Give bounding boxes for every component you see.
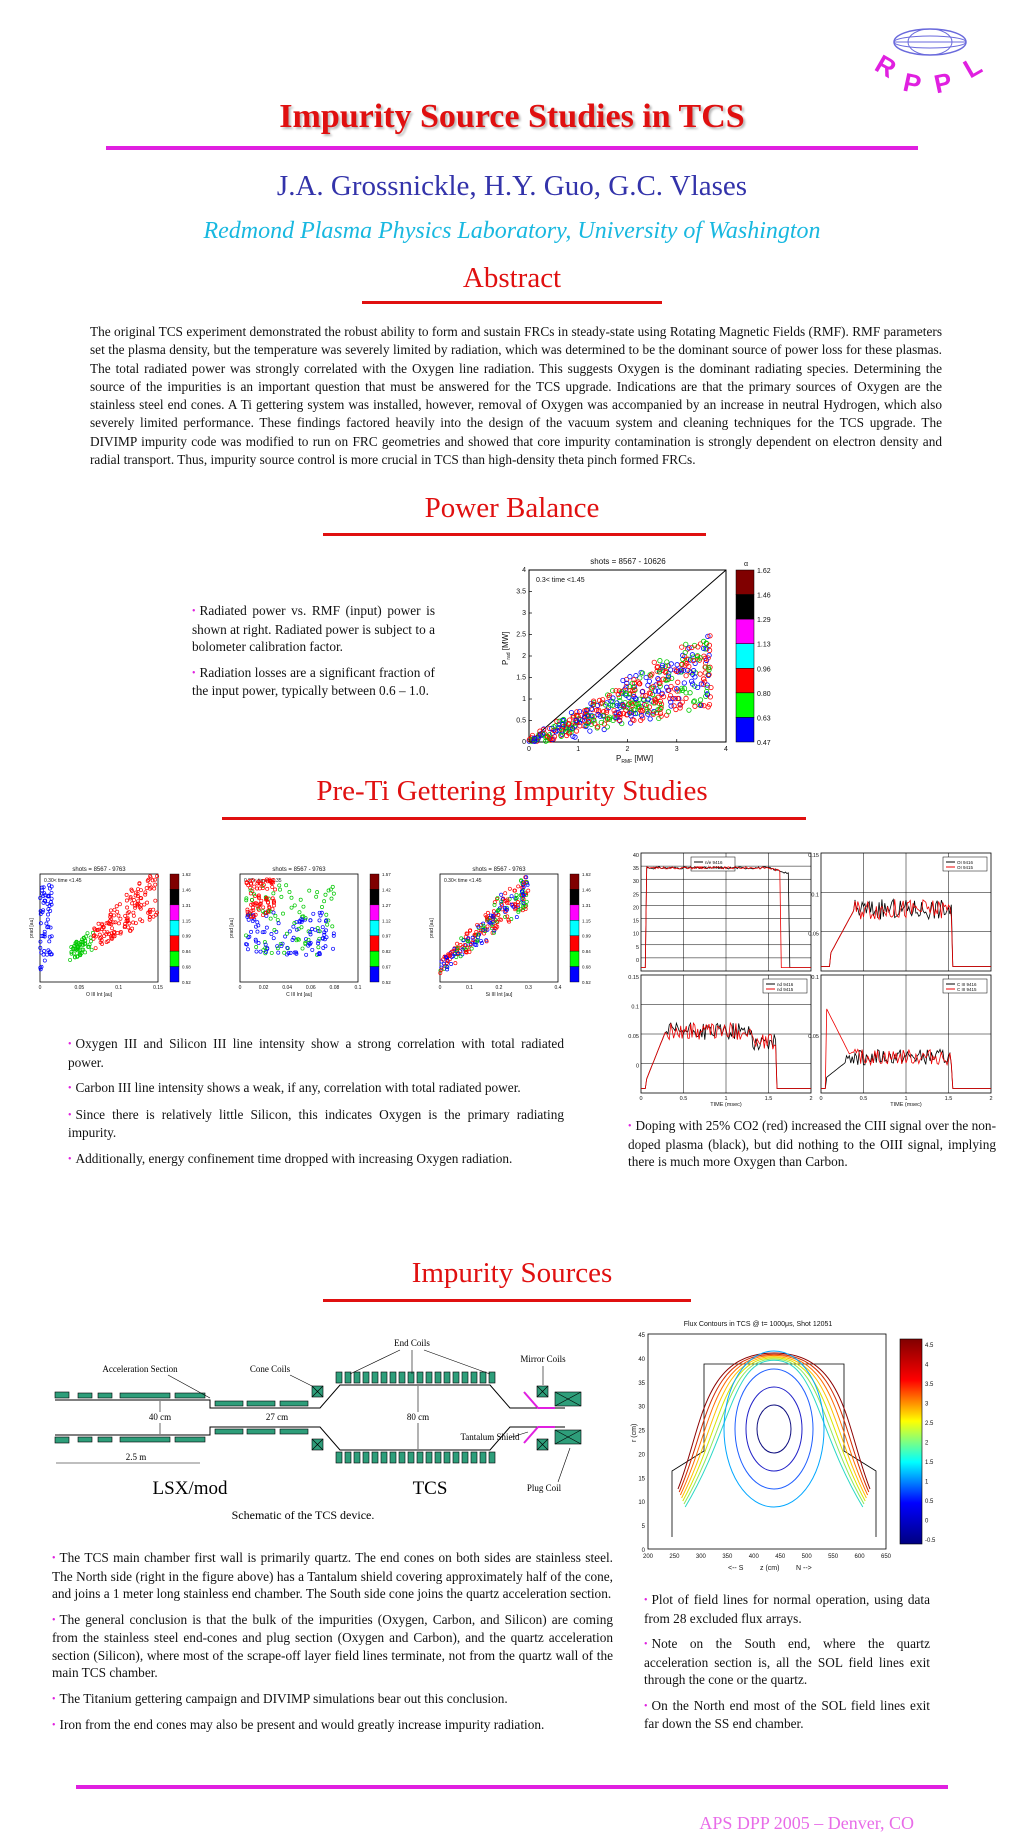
trace-xtick: 1.5 bbox=[944, 1096, 953, 1102]
label-2-5m: 2.5 m bbox=[125, 1452, 147, 1462]
scatter-xlabel: O III Int [au] bbox=[85, 992, 113, 998]
scatter-xtick: 0 bbox=[238, 985, 242, 991]
scatter-colorbar-band bbox=[570, 874, 579, 889]
trace-ytick: 0.1 bbox=[811, 892, 819, 899]
trace-plot-4 bbox=[808, 975, 992, 1108]
scatter-colorbar-label: 0.68 bbox=[582, 964, 591, 970]
scatter-title: shots = 8567 - 9763 bbox=[472, 867, 526, 873]
scatter-colorbar-band bbox=[170, 967, 179, 982]
trace-xtick: 0 bbox=[639, 1096, 643, 1102]
scatter-ylabel: prad [au] bbox=[229, 918, 235, 938]
scatter-colorbar-band bbox=[170, 920, 179, 935]
pb-xtick-label: 3 bbox=[674, 746, 679, 753]
flux-xtick: 200 bbox=[642, 1554, 654, 1560]
scatter-colorbar-band bbox=[570, 951, 579, 966]
scatter-xtick: 0.04 bbox=[282, 985, 293, 991]
flux-colorbar-label: 3.5 bbox=[925, 1382, 934, 1388]
scatter-xtick: 0.05 bbox=[74, 985, 85, 991]
flux-frame bbox=[648, 1334, 886, 1549]
flux-ytick: 10 bbox=[638, 1500, 645, 1507]
trace-ytick: 20 bbox=[632, 905, 639, 912]
flux-colorbar-label: 2 bbox=[925, 1440, 929, 1447]
scatter-colorbar-band bbox=[570, 967, 579, 982]
pb-colorbar-label: 1.29 bbox=[757, 617, 771, 625]
scatter-colorbar-band bbox=[570, 889, 579, 904]
pb-plot-ylabel: $P_{rad}$ [MW] bbox=[501, 631, 512, 665]
flux-plot-xlabel-right: N --> bbox=[796, 1565, 812, 1572]
trace-ytick: 0.1 bbox=[631, 1004, 639, 1011]
end-coil bbox=[426, 1372, 432, 1383]
end-coil bbox=[489, 1452, 495, 1463]
pb-ytick-label: 2 bbox=[522, 653, 526, 660]
trace-legend bbox=[763, 979, 807, 993]
end-coil bbox=[363, 1372, 369, 1383]
end-coil bbox=[453, 1372, 459, 1383]
end-coil bbox=[372, 1452, 378, 1463]
impurity-left-bullets bbox=[52, 1549, 613, 1743]
end-coil bbox=[453, 1452, 459, 1463]
rppl-logo-graphic bbox=[855, 18, 1005, 108]
pb-ytick-label: 3 bbox=[522, 610, 526, 617]
end-coil bbox=[444, 1372, 450, 1383]
scatter-title: shots = 8567 - 9763 bbox=[272, 867, 326, 873]
power-bullet-2: • Radiation losses are a significant fraction of the input power, typically between 0.6 – 1.0. bbox=[192, 664, 435, 700]
end-coil bbox=[408, 1372, 414, 1383]
trace-ytick: 15 bbox=[632, 918, 639, 925]
scatter-colorbar-label: 1.15 bbox=[182, 918, 191, 924]
scatter-xtick: 0 bbox=[438, 985, 442, 991]
power-balance-bullets bbox=[192, 602, 435, 708]
scatter-xtick: 0.15 bbox=[153, 985, 163, 991]
pb-ytick-label: 0 bbox=[522, 739, 526, 746]
impurity-sources-heading: Impurity Sources bbox=[411, 1257, 613, 1289]
end-coil bbox=[426, 1452, 432, 1463]
label-end-coils: End Coils bbox=[394, 1338, 430, 1348]
label-cone-coils: Cone Coils bbox=[249, 1364, 291, 1374]
scatter-colorbar-band bbox=[370, 889, 379, 904]
flux-contour-plot bbox=[628, 1314, 948, 1574]
label-tcs: TCS bbox=[412, 1478, 448, 1499]
label-plug-coil: Plug Coil bbox=[526, 1483, 562, 1493]
end-coil bbox=[471, 1452, 477, 1463]
label-acceleration-section: Acceleration Section bbox=[102, 1364, 178, 1374]
power-balance-rule bbox=[323, 533, 706, 536]
end-coil bbox=[435, 1452, 441, 1463]
scatter-xlabel: Si III Int [au] bbox=[485, 992, 513, 998]
scatter-colorbar-band bbox=[370, 951, 379, 966]
pb-xtick-label: 1 bbox=[576, 746, 581, 753]
pb-colorbar-symbol: α bbox=[744, 561, 749, 568]
label-40cm: 40 cm bbox=[148, 1412, 172, 1422]
end-coil bbox=[462, 1452, 468, 1463]
trace-ytick: 0.05 bbox=[808, 1034, 819, 1040]
pre-ti-scatter-svg bbox=[30, 862, 610, 1002]
trace-xtick: 2 bbox=[809, 1096, 813, 1102]
flux-colorbar-label: 3 bbox=[925, 1401, 929, 1408]
pb-plot-xlabel: $P_{RMF}$ [MW] bbox=[616, 754, 654, 765]
doping-bullet: • Doping with 25% CO2 (red) increased the CIII signal over the non-doped plasma (black), but did nothing to the OIII signal, implying there is much more Oxygen than Carbon. bbox=[628, 1117, 996, 1171]
pre-ti-rule bbox=[222, 817, 806, 820]
pb-colorbar-label: 0.80 bbox=[757, 690, 771, 698]
impurity-bullet-2: • The general conclusion is that the bulk of the impurities (Oxygen, Carbon, and Silicon) are coming from the stainless steel end-cones and plug section (Oxygen and Carbon), and the quartz acceleration section (Silicon), where most of the scrape-off layer field lines terminate, not from the quartz wall of the main TCS chamber. bbox=[52, 1611, 613, 1682]
end-coil bbox=[372, 1372, 378, 1383]
impurity-bullet-1: • The TCS main chamber first wall is primarily quartz. The end cones on both sides are stainless steel. The North side (right in the figure above) has a Tantalum shield covering approximately half of the cone, and joins a 1 meter long stainless end chamber. The South side cone joins the quartz acceleration section. bbox=[52, 1549, 613, 1603]
footer-text: APS DPP 2005 – Denver, CO bbox=[699, 1813, 914, 1833]
trace-ytick: 5 bbox=[635, 944, 639, 951]
title-rule bbox=[106, 146, 918, 150]
pb-xtick-label: 2 bbox=[625, 746, 630, 753]
doping-note bbox=[628, 1117, 996, 1179]
scatter-colorbar-band bbox=[170, 874, 179, 889]
logo-letter-r1: R bbox=[870, 48, 902, 84]
scatter-plot-3 bbox=[429, 867, 591, 998]
flux-colorbar-label: 4 bbox=[925, 1362, 929, 1369]
trace-xtick: 0.5 bbox=[679, 1096, 688, 1102]
pb-colorbar-label: 0.63 bbox=[757, 715, 771, 723]
pre-ti-trace-svg bbox=[625, 845, 997, 1108]
scatter-xlabel: C III Int [au] bbox=[286, 992, 312, 998]
pb-colorbar-label: 0.47 bbox=[757, 740, 771, 747]
pb-xtick-label: 4 bbox=[724, 746, 728, 753]
trace-plot-1 bbox=[633, 853, 811, 971]
label-lsx-mod: LSX/mod bbox=[152, 1478, 228, 1499]
pb-ytick-label: 1 bbox=[522, 696, 526, 703]
pre-ti-bullet-2: • Carbon III line intensity shows a weak, if any, correlation with total radiated power. bbox=[68, 1079, 564, 1098]
flux-bullets bbox=[644, 1591, 930, 1741]
abstract-text: The original TCS experiment demonstrated the robust ability to form and sustain FRCs in steady-state using Rotating Magnetic Fields (RMF). RMF parameters set the plasma density, but the temperature was severely limited by radiation, which was determined to be the dominant source of power loss for these plasmas. The total radiated power was strongly correlated with the Oxygen line radiation. This suggests Oxygen is the dominant radiating species. Determining the source of the impurities is an important question that must be answered for the TCS upgrade. Indications are that the primary sources of Oxygen are the stainless steel end cones. A Ti gettering system was installed, however, removal of Oxygen was accompanied by an increase in neutral Hydrogen, which also severely limited performance. These findings factored heavily into the design of the vacuum system and cleaning techniques for the TCS upgrade. The DIVIMP impurity code was modified to run on FRC geometries and showed that core impurity contamination is strongly dependent on electron density and radial transport. Thus, impurity source control is more crucial in TCS than high-density theta pinch formed FRCs. bbox=[90, 324, 942, 468]
scatter-colorbar-label: 1.62 bbox=[182, 872, 191, 877]
end-coil bbox=[336, 1372, 342, 1383]
trace-ytick: 25 bbox=[632, 892, 639, 899]
flux-colorbar-label: 1.5 bbox=[925, 1460, 934, 1466]
scatter-colorbar-band bbox=[570, 936, 579, 951]
trace-ytick: 0.1 bbox=[811, 975, 819, 981]
end-coil bbox=[381, 1452, 387, 1463]
trace-ytick: 10 bbox=[632, 931, 639, 938]
end-coil bbox=[354, 1372, 360, 1383]
pb-colorbar-label: 1.13 bbox=[757, 641, 771, 649]
power-balance-plot bbox=[496, 555, 786, 765]
end-coil bbox=[399, 1372, 405, 1383]
pb-colorbar-band bbox=[736, 570, 754, 595]
scatter-ylabel: prad [au] bbox=[429, 918, 435, 938]
trace-xlabel: TIME (msec) bbox=[710, 1102, 742, 1108]
trace-legend bbox=[943, 979, 987, 993]
pb-ytick-label: 2.5 bbox=[516, 631, 526, 639]
scatter-xtick: 0.06 bbox=[305, 985, 316, 991]
flux-bullet-1: • Plot of field lines for normal operation, using data from 28 excluded flux arrays. bbox=[644, 1591, 930, 1627]
flux-xtick: 400 bbox=[748, 1554, 759, 1560]
scatter-colorbar-band bbox=[570, 905, 579, 920]
trace-ytick: 0.15 bbox=[808, 853, 819, 859]
scatter-colorbar-band bbox=[370, 967, 379, 982]
pb-colorbar-band bbox=[736, 717, 754, 742]
scatter-colorbar-band bbox=[170, 889, 179, 904]
impurity-bullet-3: • The Titanium gettering campaign and DIVIMP simulations bear out this conclusion. bbox=[52, 1690, 613, 1709]
scatter-colorbar-band bbox=[370, 874, 379, 889]
end-coil bbox=[417, 1452, 423, 1463]
end-coil bbox=[408, 1452, 414, 1463]
scatter-inset: 0.30< time <1.45 bbox=[44, 878, 82, 884]
scatter-colorbar-label: 0.52 bbox=[582, 980, 591, 985]
flux-xtick: 550 bbox=[828, 1554, 839, 1560]
scatter-inset: 0.30< time <1.45 bbox=[444, 878, 482, 884]
trace-ytick: 35 bbox=[632, 866, 639, 873]
end-coil bbox=[345, 1452, 351, 1463]
flux-ytick: 0 bbox=[641, 1548, 645, 1554]
scatter-colorbar-label: 0.99 bbox=[182, 933, 191, 939]
end-coil bbox=[363, 1452, 369, 1463]
trace-legend-label: n/e 9415 bbox=[705, 865, 723, 870]
logo-letter-l: L bbox=[958, 50, 987, 85]
pb-colorbar-band bbox=[736, 595, 754, 620]
trace-ytick: 0.05 bbox=[808, 931, 819, 938]
tcs-schematic-svg bbox=[50, 1330, 615, 1530]
scatter-ylabel: prad [au] bbox=[29, 918, 35, 938]
pre-ti-bullet-3: • Since there is relatively little Silicon, this indicates Oxygen is the primary radiating impurity. bbox=[68, 1106, 564, 1142]
pb-colorbar-label: 1.46 bbox=[757, 592, 771, 600]
scatter-colorbar-label: 1.12 bbox=[382, 918, 391, 924]
flux-plot-title: Flux Contours in TCS @ t= 1000μs, Shot 12051 bbox=[683, 1321, 833, 1328]
flux-colorbar bbox=[900, 1339, 922, 1544]
pb-plot-title: shots = 8567 - 10626 bbox=[590, 557, 666, 566]
flux-plot-ylabel: r (cm) bbox=[631, 1423, 638, 1442]
label-27cm: 27 cm bbox=[265, 1412, 289, 1422]
scatter-colorbar-label: 0.97 bbox=[382, 933, 391, 939]
flux-xtick: 600 bbox=[854, 1554, 865, 1560]
trace-xtick: 1.5 bbox=[764, 1096, 773, 1102]
pb-colorbar-band bbox=[736, 693, 754, 718]
end-coil bbox=[390, 1452, 396, 1463]
pb-ytick-label: 4 bbox=[522, 567, 526, 574]
affiliation: Redmond Plasma Physics Laboratory, University of Washington bbox=[203, 218, 821, 244]
scatter-colorbar-label: 1.46 bbox=[582, 887, 591, 893]
scatter-xtick: 0.2 bbox=[495, 985, 503, 991]
end-coil bbox=[417, 1372, 423, 1383]
trace-ytick: 0 bbox=[635, 957, 639, 964]
pb-ytick-label: 3.5 bbox=[516, 588, 526, 596]
trace-xtick: 2 bbox=[989, 1096, 993, 1102]
label-mirror-coils: Mirror Coils bbox=[520, 1354, 566, 1364]
flux-ytick: 25 bbox=[638, 1428, 645, 1435]
trace-ytick: 40 bbox=[632, 853, 639, 859]
pb-plot-inset: 0.3< time <1.45 bbox=[536, 577, 585, 584]
pb-colorbar-band bbox=[736, 644, 754, 669]
scatter-xtick: 0.1 bbox=[354, 985, 362, 991]
flux-colorbar-label: 2.5 bbox=[925, 1421, 934, 1427]
flux-bullet-3: • On the North end most of the SOL field lines exit far down the SS end chamber. bbox=[644, 1697, 930, 1733]
trace-ytick: 0.15 bbox=[628, 975, 639, 981]
scatter-colorbar-label: 0.68 bbox=[182, 964, 191, 970]
flux-ytick: 20 bbox=[638, 1452, 645, 1459]
scatter-xtick: 0.1 bbox=[115, 985, 123, 991]
trace-ytick: 0 bbox=[635, 1063, 639, 1070]
scatter-colorbar-label: 0.99 bbox=[582, 933, 591, 939]
cone-coils bbox=[312, 1386, 323, 1450]
trace-legend-label: C III 9415 bbox=[957, 987, 977, 992]
trace-xlabel: TIME (msec) bbox=[890, 1102, 922, 1108]
flux-ytick: 5 bbox=[641, 1524, 645, 1531]
scatter-colorbar-band bbox=[370, 905, 379, 920]
scatter-colorbar-label: 1.42 bbox=[382, 887, 391, 893]
trace-xtick: 1 bbox=[904, 1096, 908, 1102]
trace-legend-label: C III 9416 bbox=[957, 982, 977, 987]
pb-colorbar-label: 1.62 bbox=[757, 568, 771, 575]
flux-xtick: 450 bbox=[775, 1554, 786, 1560]
scatter-colorbar-label: 1.62 bbox=[582, 872, 591, 877]
pre-ti-bullet-4: • Additionally, energy confinement time dropped with increasing Oxygen radiation. bbox=[68, 1150, 564, 1169]
scatter-xtick: 0.02 bbox=[258, 985, 269, 991]
flux-ytick: 35 bbox=[638, 1380, 645, 1387]
trace-ytick: 0.05 bbox=[628, 1034, 639, 1040]
flux-ytick: 40 bbox=[638, 1356, 645, 1363]
trace-ytick: 30 bbox=[632, 879, 639, 886]
flux-xtick: 350 bbox=[722, 1554, 733, 1560]
scatter-colorbar-label: 1.57 bbox=[382, 872, 391, 877]
end-coil bbox=[354, 1452, 360, 1463]
pb-colorbar-band bbox=[736, 668, 754, 693]
pre-ti-bullet-1: • Oxygen III and Silicon III line intensity show a strong correlation with total radiated power. bbox=[68, 1035, 564, 1071]
flux-colorbar-label: 0 bbox=[925, 1518, 929, 1525]
pb-colorbar bbox=[736, 568, 771, 747]
power-balance-heading: Power Balance bbox=[424, 492, 600, 524]
scatter-xtick: 0.3 bbox=[525, 985, 532, 991]
logo-letter-p2: P bbox=[931, 66, 955, 100]
scatter-colorbar-label: 1.46 bbox=[182, 887, 191, 893]
flux-xtick: 250 bbox=[669, 1554, 680, 1560]
trace-legend-label: OI 9416 bbox=[957, 860, 974, 865]
scatter-colorbar-label: 0.52 bbox=[382, 980, 391, 985]
label-tantalum-shield: Tantalum Shield bbox=[460, 1432, 520, 1442]
schematic-caption: Schematic of the TCS device. bbox=[231, 1508, 375, 1522]
flux-colorbar-label: -0.5 bbox=[925, 1538, 936, 1544]
scatter-colorbar-label: 0.52 bbox=[182, 980, 191, 985]
scatter-colorbar-band bbox=[570, 920, 579, 935]
impurity-sources-rule bbox=[323, 1299, 691, 1302]
trace-xtick: 0 bbox=[819, 1096, 823, 1102]
footer-rule bbox=[76, 1785, 948, 1789]
end-coil bbox=[444, 1452, 450, 1463]
flux-xtick: 650 bbox=[880, 1554, 892, 1560]
logo-letter-p1: P bbox=[900, 66, 924, 100]
flux-ytick: 15 bbox=[638, 1476, 645, 1483]
scatter-colorbar-label: 0.82 bbox=[382, 949, 391, 955]
scatter-colorbar-label: 1.15 bbox=[582, 918, 591, 924]
scatter-plot-2 bbox=[229, 867, 391, 998]
trace-plot-3 bbox=[628, 975, 812, 1108]
trace-plot-2 bbox=[808, 853, 991, 971]
end-coil bbox=[471, 1372, 477, 1383]
end-coil bbox=[336, 1452, 342, 1463]
scatter-colorbar-label: 0.84 bbox=[182, 949, 191, 955]
flux-colorbar-label: 0.5 bbox=[925, 1499, 934, 1505]
flux-xtick: 500 bbox=[801, 1554, 812, 1560]
label-80cm: 80 cm bbox=[406, 1412, 430, 1422]
scatter-colorbar-band bbox=[170, 951, 179, 966]
scatter-colorbar-band bbox=[370, 936, 379, 951]
authors: J.A. Grossnickle, H.Y. Guo, G.C. Vlases bbox=[276, 170, 748, 202]
scatter-frame bbox=[440, 874, 558, 982]
scatter-colorbar-band bbox=[170, 905, 179, 920]
scatter-colorbar-band bbox=[370, 920, 379, 935]
end-coil bbox=[390, 1372, 396, 1383]
scatter-xtick: 0.4 bbox=[554, 985, 562, 991]
scatter-colorbar-band bbox=[170, 936, 179, 951]
end-coil bbox=[399, 1452, 405, 1463]
rppl-logo bbox=[855, 18, 1005, 108]
end-coil bbox=[480, 1452, 486, 1463]
trace-legend-label: OI 9415 bbox=[957, 865, 974, 870]
pre-ti-trace-grid bbox=[625, 845, 997, 1108]
scatter-colorbar-label: 1.27 bbox=[382, 902, 391, 908]
scatter-title: shots = 8567 - 9763 bbox=[72, 867, 126, 873]
trace-legend bbox=[943, 857, 987, 871]
power-bullet-1: • Radiated power vs. RMF (input) power is shown at right. Radiated power is subject to a bolometer calibration factor. bbox=[192, 602, 435, 656]
flux-contour-svg bbox=[628, 1314, 948, 1574]
power-balance-plot-svg bbox=[496, 555, 786, 765]
pre-ti-heading: Pre-Ti Gettering Impurity Studies bbox=[316, 775, 708, 807]
trace-legend-label: n/e 9416 bbox=[705, 860, 723, 865]
scatter-xtick: 0.1 bbox=[466, 985, 473, 991]
scatter-colorbar-label: 1.31 bbox=[182, 902, 191, 908]
trace-legend-label: nd 9415 bbox=[777, 987, 794, 992]
abstract-heading: Abstract bbox=[462, 262, 562, 294]
scatter-inset: 0.25< time <1.35 bbox=[244, 878, 282, 884]
scatter-colorbar-label: 1.31 bbox=[582, 902, 591, 908]
end-coil bbox=[381, 1372, 387, 1383]
flux-colorbar-label: 1 bbox=[925, 1479, 929, 1486]
pb-ytick-label: 1.5 bbox=[516, 674, 526, 682]
scatter-xtick: 0.08 bbox=[329, 985, 340, 991]
flux-xtick: 300 bbox=[695, 1554, 706, 1560]
pb-colorbar-band bbox=[736, 619, 754, 644]
flux-plot-xlabel-mid: z (cm) bbox=[760, 1565, 780, 1572]
scatter-colorbar-label: 0.67 bbox=[382, 964, 391, 970]
trace-xtick: 0.5 bbox=[859, 1096, 868, 1102]
poster-title: Impurity Source Studies in TCS bbox=[279, 98, 745, 135]
flux-plot-xlabel-left: <-- S bbox=[728, 1565, 744, 1572]
scatter-xtick: 0 bbox=[38, 985, 42, 991]
scatter-plot-1 bbox=[29, 867, 191, 998]
end-coil bbox=[480, 1372, 486, 1383]
impurity-bullet-4: • Iron from the end cones may also be present and would greatly increase impurity radiation. bbox=[52, 1716, 613, 1735]
trace-legend-label: nd 9416 bbox=[777, 982, 794, 987]
flux-bullet-2: • Note on the South end, where the quartz acceleration section is, all the SOL field lines exit through the cone or the quartz. bbox=[644, 1635, 930, 1689]
mirror-coils bbox=[537, 1386, 581, 1450]
trace-xtick: 1 bbox=[724, 1096, 728, 1102]
abstract-rule bbox=[362, 301, 662, 304]
end-coil bbox=[435, 1372, 441, 1383]
pre-ti-bullets bbox=[68, 1035, 564, 1176]
tcs-schematic bbox=[50, 1330, 615, 1530]
flux-ytick: 30 bbox=[638, 1404, 645, 1411]
pb-ytick-label: 0.5 bbox=[516, 717, 526, 725]
end-coil bbox=[462, 1372, 468, 1383]
pre-ti-scatter-row bbox=[30, 862, 610, 1002]
flux-colorbar-label: 4.5 bbox=[925, 1343, 934, 1349]
pb-colorbar-label: 0.96 bbox=[757, 666, 771, 674]
pb-xtick-label: 0 bbox=[527, 746, 531, 753]
scatter-colorbar-label: 0.84 bbox=[582, 949, 591, 955]
flux-ytick: 45 bbox=[638, 1333, 645, 1339]
